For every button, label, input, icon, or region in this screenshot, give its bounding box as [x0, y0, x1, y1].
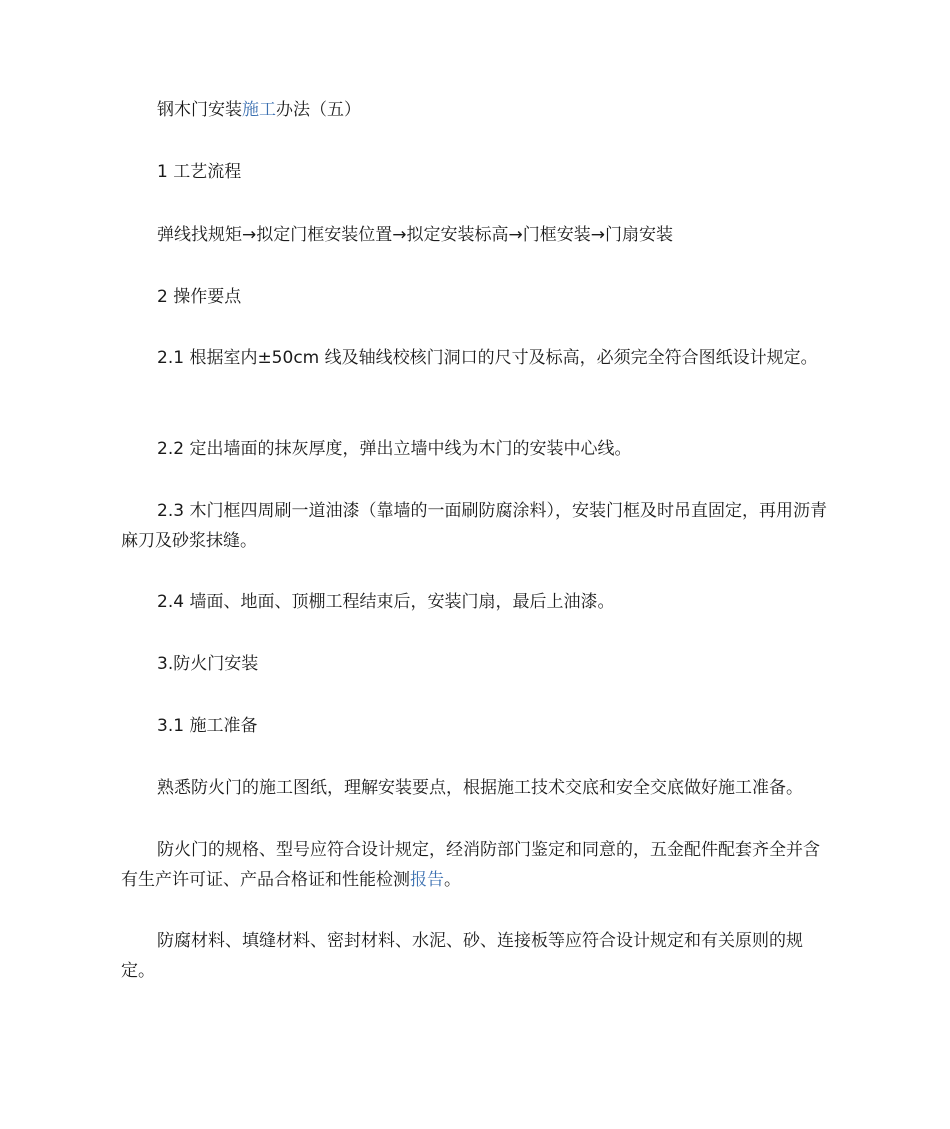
- paragraph-2-3: 2.3 木门框四周刷一道油漆（靠墙的一面刷防腐涂料），安装门框及时吊直固定，再用沥青麻刀及砂浆抹缝。: [121, 501, 827, 551]
- process-flow-text: 弹线找规矩→拟定门框安装位置→拟定安装标高→门框安装→门扇安装: [157, 225, 673, 245]
- paragraph-3-b: [121, 835, 836, 895]
- paragraph-2-1: 2.1 根据室内±50cm 线及轴线校核门洞口的尺寸及标高，必须完全符合图纸设计规定。: [157, 348, 818, 368]
- document-title: [121, 95, 836, 125]
- heading-key-points: 2 操作要点: [157, 287, 242, 307]
- paragraph-3-a: 熟悉防火门的施工图纸，理解安装要点，根据施工技术交底和安全交底做好施工准备。: [157, 778, 803, 798]
- paragraph-2-2: 2.2 定出墙面的抹灰厚度，弹出立墙中线为木门的安装中心线。: [157, 439, 632, 459]
- paragraph-3-b-text-1: 防火门的规格、型号应符合设计规定，经消防部门鉴定和同意的，五金配件配套齐全并含有生产许可证、产品合格证和性能检测: [121, 840, 820, 890]
- title-text-2: 办法（五）: [276, 100, 361, 120]
- title-link-shigong[interactable]: 施工: [242, 100, 276, 120]
- title-text-1: 钢木门安装: [157, 100, 242, 120]
- paragraph-3-b-text-2: 。: [444, 870, 461, 890]
- paragraph-2-4: 2.4 墙面、地面、顶棚工程结束后，安装门扇，最后上油漆。: [157, 592, 615, 612]
- paragraph-3-c: 防腐材料、填缝材料、密封材料、水泥、砂、连接板等应符合设计规定和有关原则的规定。: [121, 931, 803, 981]
- heading-process-flow: 1 工艺流程: [157, 162, 242, 182]
- report-link[interactable]: 报告: [410, 870, 444, 890]
- heading-fire-door: 3.防火门安装: [157, 654, 259, 674]
- heading-construction-prep: 3.1 施工准备: [157, 716, 258, 736]
